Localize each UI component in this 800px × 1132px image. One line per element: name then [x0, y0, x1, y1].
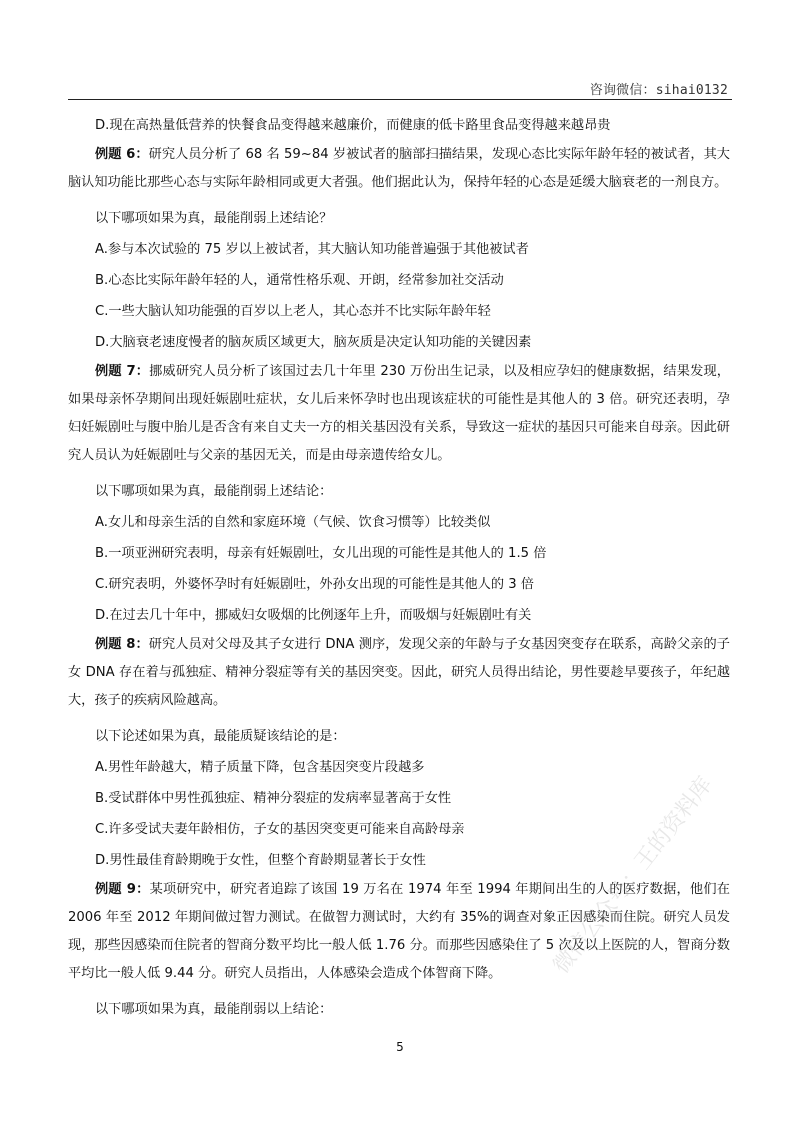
- option-text: B.受试群体中男性孤独症、精神分裂症的发病率显著高于女性: [95, 791, 452, 806]
- option-text: A.女儿和母亲生活的自然和家庭环境（气候、饮食习惯等）比较类似: [95, 515, 491, 530]
- option-text: C.一些大脑认知功能强的百岁以上老人，其心态并不比实际年龄年轻: [95, 304, 491, 319]
- header-contact: 咨询微信：sihai0132: [589, 83, 728, 98]
- example-label: 例题 7：: [95, 364, 150, 379]
- example-6: [68, 141, 730, 197]
- question-text: 以下论述如果为真，最能质疑该结论的是：: [95, 729, 346, 744]
- example-label: 例题 8：: [95, 637, 149, 652]
- option-text: B.一项亚洲研究表明，母亲有妊娠剧吐，女儿出现的可能性是其他人的 1.5 倍: [95, 546, 547, 561]
- option-text: D.大脑衰老速度慢者的脑灰质区域更大，脑灰质是决定认知功能的关键因素: [95, 335, 532, 350]
- example-label: 例题 9：: [95, 882, 150, 897]
- page-number: 5: [396, 1040, 404, 1054]
- option-text: D.在过去几十年中，挪威妇女吸烟的比例逐年上升，而吸烟与妊娠剧吐有关: [95, 608, 532, 623]
- example-text: 研究人员对父母及其子女进行 DNA 测序，发现父亲的年龄与子女基因突变存在联系，高龄父亲的子女 DNA 存在着与孤独症、精神分裂症等有关的基因突变。因此，研究人员得出结论，男性要趁早要孩子，年纪越大，孩子的疾病风险越高。: [68, 637, 730, 708]
- option-text: B.心态比实际年龄年轻的人，通常性格乐观、开朗，经常参加社交活动: [95, 273, 504, 288]
- option-text: A.男性年龄越大，精子质量下降，包含基因突变片段越多: [95, 760, 425, 775]
- example-label: 例题 6：: [95, 147, 149, 162]
- question-text: 以下哪项如果为真，最能削弱上述结论：: [95, 484, 333, 499]
- example-text: 某项研究中，研究者追踪了该国 19 万名在 1974 年至 1994 年期间出生的人的医疗数据，他们在 2006 年至 2012 年期间做过智力测试。在做智力测试时，大约有 35%的调查对象正因感染而住院。研究人员发现，那些因感染而住院者的智商分数平均比一般人低 1.76 分。而那些因感染住了 5 次及以上医院的人，智商分数平均比一般人低 9.44 分。研究人员指出，人体感染会造成个体智商下降。: [68, 882, 730, 981]
- example-8: [68, 631, 730, 715]
- question-text: 以下哪项如果为真，最能削弱以上结论：: [95, 1002, 333, 1017]
- watermark: 微信公众号：王的资料库: [548, 772, 718, 979]
- example-7: [68, 358, 730, 470]
- header-divider: [68, 99, 732, 100]
- option-text: A.参与本次试验的 75 岁以上被试者，其大脑认知功能普遍强于其他被试者: [95, 242, 529, 257]
- option-text: D.现在高热量低营养的快餐食品变得越来越廉价，而健康的低卡路里食品变得越来越昂贵: [95, 118, 611, 133]
- example-text: 挪威研究人员分析了该国过去几十年里 230 万份出生记录，以及相应孕妇的健康数据，结果发现，如果母亲怀孕期间出现妊娠剧吐症状，女儿后来怀孕时也出现该症状的可能性是其他人的 3 倍。研究还表明，孕妇妊娠剧吐与腹中胎儿是否含有来自丈夫一方的相关基因没有关系，导致这一症状的基因只可能来自母亲。因此研究人员认为妊娠剧吐与父亲的基因无关，而是由母亲遗传给女儿。: [68, 364, 730, 463]
- option-text: C.许多受试夫妻年龄相仿，子女的基因突变更可能来自高龄母亲: [95, 822, 465, 837]
- question-text: 以下哪项如果为真，最能削弱上述结论？: [95, 211, 333, 226]
- example-text: 研究人员分析了 68 名 59~84 岁被试者的脑部扫描结果，发现心态比实际年龄年轻的被试者，其大脑认知功能比那些心态与实际年龄相同或更大者强。他们据此认为，保持年轻的心态是延缓大脑衰老的一剂良方。: [68, 147, 730, 190]
- option-text: D.男性最佳育龄期晚于女性，但整个育龄期显著长于女性: [95, 853, 426, 868]
- option-text: C.研究表明，外婆怀孕时有妊娠剧吐，外孙女出现的可能性是其他人的 3 倍: [95, 577, 534, 592]
